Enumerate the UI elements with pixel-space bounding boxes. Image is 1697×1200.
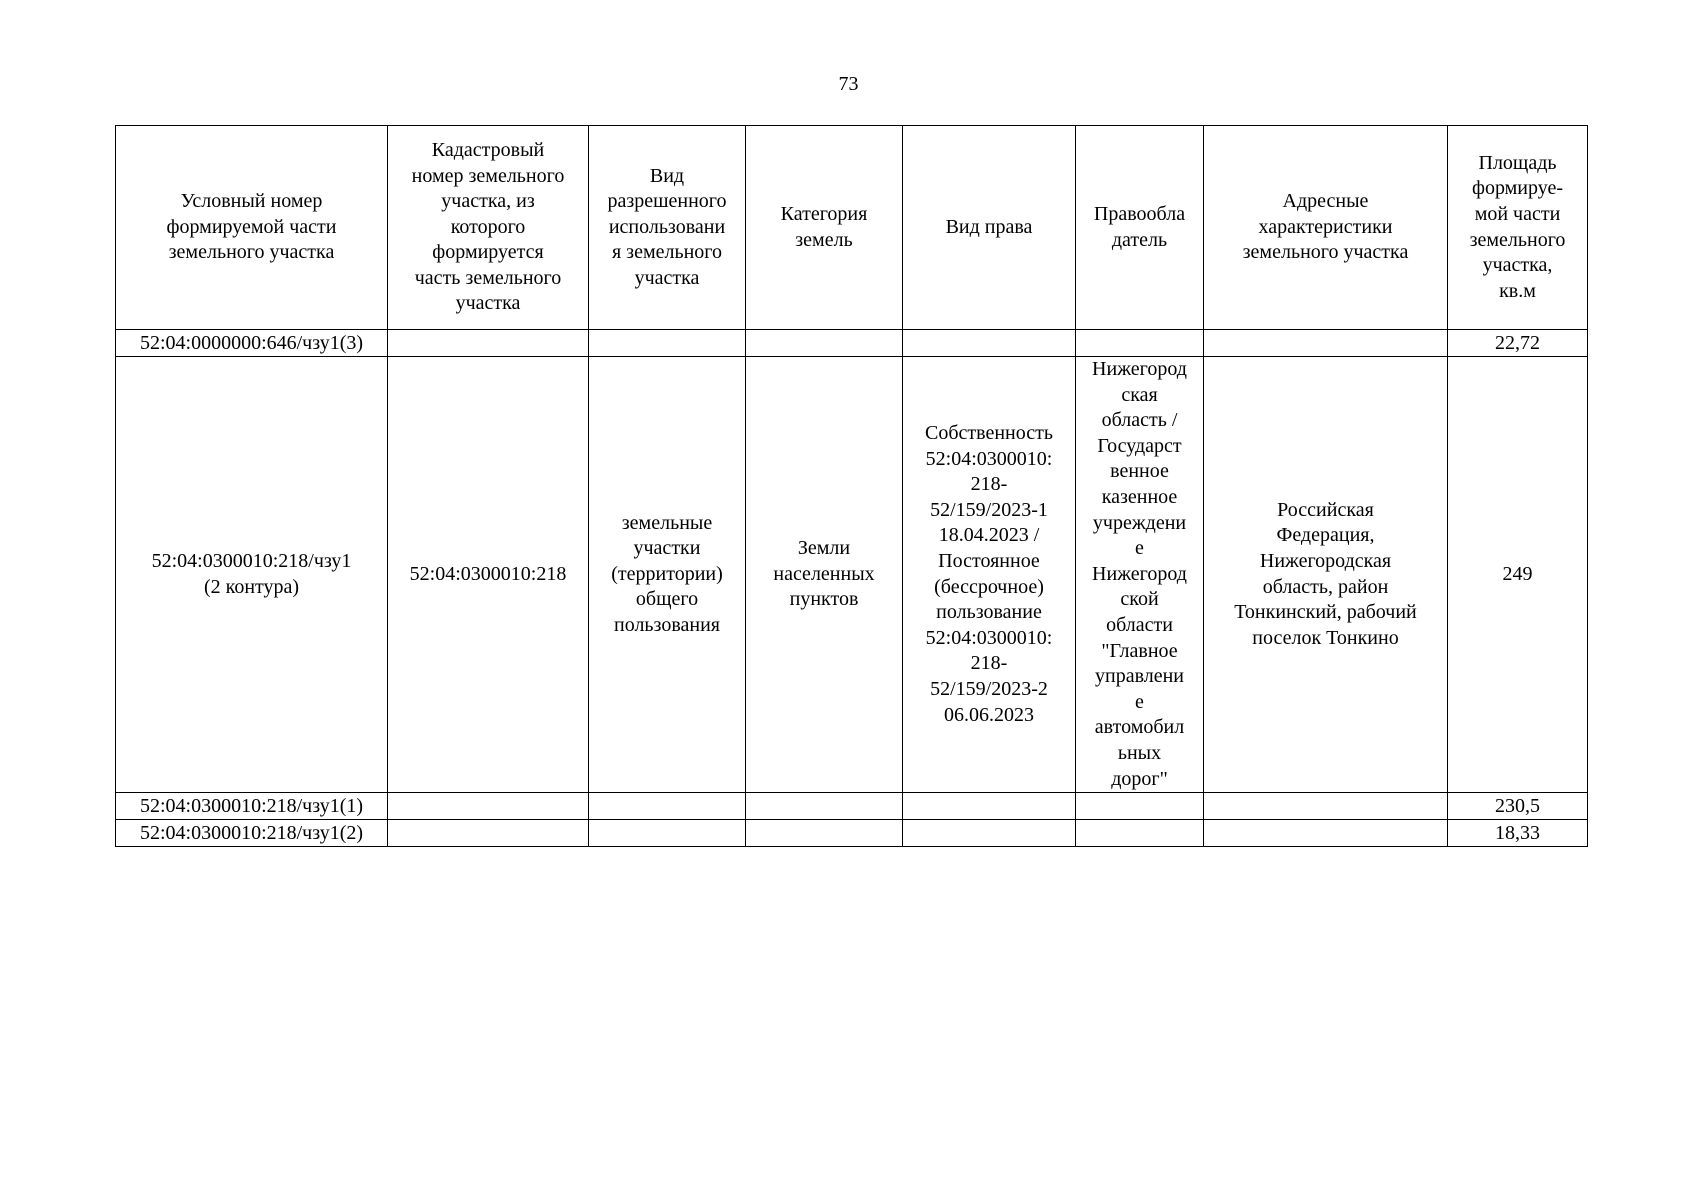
table-cell (746, 330, 903, 357)
header-cell: Вид права (903, 126, 1076, 330)
table-cell: земельные участки (территории) общего пользования (589, 357, 746, 793)
table-row (116, 820, 1588, 847)
table-cell: 52:04:0300010:218/чзу1(1) (116, 793, 388, 820)
table-cell (903, 793, 1076, 820)
table-cell (589, 793, 746, 820)
table-row (116, 357, 1588, 793)
table-cell: 52:04:0300010:218/чзу1 (2 контура) (116, 357, 388, 793)
table-cell (903, 820, 1076, 847)
table-cell: 230,5 (1448, 793, 1588, 820)
table-cell (1076, 820, 1204, 847)
header-cell: Адресные характеристики земельного участка (1204, 126, 1448, 330)
table-cell (903, 330, 1076, 357)
table-cell (388, 330, 589, 357)
table-cell (589, 820, 746, 847)
table-cell (1076, 330, 1204, 357)
table-cell (589, 330, 746, 357)
table-cell (1204, 793, 1448, 820)
header-cell: Условный номер формируемой части земельного участка (116, 126, 388, 330)
table-cell (1204, 330, 1448, 357)
table-cell: Собственность 52:04:0300010: 218- 52/159/2023-1 18.04.2023 / Постоянное (бессрочное) пользование 52:04:0300010: 218- 52/159/2023-2 06.06.2023 (903, 357, 1076, 793)
table-cell (388, 820, 589, 847)
table-cell: 18,33 (1448, 820, 1588, 847)
header-cell: Категория земель (746, 126, 903, 330)
table-cell (746, 793, 903, 820)
table-cell: 52:04:0300010:218/чзу1(2) (116, 820, 388, 847)
header-cell: Вид разрешенного использовани я земельного участка (589, 126, 746, 330)
table-cell: 22,72 (1448, 330, 1588, 357)
table-header-row (116, 126, 1588, 330)
table-cell: 52:04:0300010:218 (388, 357, 589, 793)
table-cell: 52:04:0000000:646/чзу1(3) (116, 330, 388, 357)
table-cell (1204, 820, 1448, 847)
table-cell: Земли населенных пунктов (746, 357, 903, 793)
table-cell: Российская Федерация, Нижегородская область, район Тонкинский, рабочий поселок Тонкино (1204, 357, 1448, 793)
table-cell (388, 793, 589, 820)
header-cell: Кадастровый номер земельного участка, из которого формируется часть земельного участка (388, 126, 589, 330)
table-row (116, 330, 1588, 357)
table-row (116, 793, 1588, 820)
table-cell: Нижегород ская область / Государст венное казенное учреждени е Нижегород ской области "Главное управлени е автомобил ьных дорог" (1076, 357, 1204, 793)
table-cell (746, 820, 903, 847)
table-cell: 249 (1448, 357, 1588, 793)
land-plot-parts-table (115, 125, 1588, 847)
page-number: 73 (838, 73, 859, 95)
header-cell: Правообла датель (1076, 126, 1204, 330)
header-cell: Площадь формируе- мой части земельного участка, кв.м (1448, 126, 1588, 330)
table-cell (1076, 793, 1204, 820)
